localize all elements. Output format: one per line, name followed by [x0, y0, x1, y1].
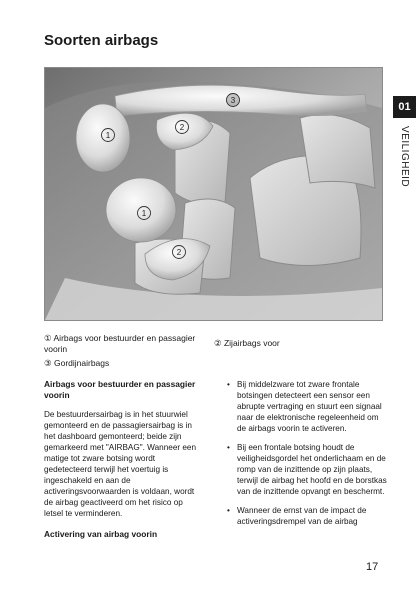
- legend-item-front-airbags: ① Airbags voor bestuurder en passagier voorin: [44, 333, 196, 354]
- section-tab: [393, 96, 416, 187]
- legend-item-curtain-airbags: ③ Gordijnairbags: [44, 358, 110, 368]
- left-column: [44, 379, 204, 540]
- section-label: VEILIGHEID: [399, 126, 410, 188]
- list-item: • Bij middelzware tot zware frontale botsingen detecteert een sensor een abrupte vertraging en stuurt een signaal naar de elektronische regeleenheid om de airbags voorin te activeren.: [227, 379, 387, 434]
- section-heading-front-airbags: Airbags voor bestuurder en passagier voorin: [44, 379, 196, 400]
- svg-text:2: 2: [179, 123, 185, 132]
- bullet-list: [227, 379, 387, 527]
- svg-text:1: 1: [105, 131, 111, 140]
- list-item: • Wanneer de ernst van de impact de activeringsdrempel van de airbag: [227, 505, 387, 527]
- list-item: • Bij een frontale botsing houdt de veiligheidsgordel het onderlichaam en de romp van de inzittende op zijn plaats, terwijl de airbag het hoofd en de borstkas van de inzittende opvangt en beschermt.: [227, 442, 387, 497]
- callout-3: [226, 93, 240, 107]
- svg-text:3: 3: [230, 96, 236, 105]
- airbag-illustration: [44, 67, 383, 321]
- svg-text:2: 2: [176, 248, 182, 257]
- page-title: Soorten airbags: [44, 32, 159, 49]
- paragraph-front-airbags: De bestuurdersairbag is in het stuurwiel gemonteerd en de passagiersairbag is in het dashboard gemonteerd; beide zijn gemarkeerd met "AIRBAG". Wanneer een matige tot zware botsing wordt gedetecteerd terwijl het voertuig is ingeschakeld en aan de activeringsvoorwaarden is voldaan, wordt de airbag geactiveerd om het risico op letsel te verminderen.: [44, 410, 197, 518]
- right-column: [227, 379, 387, 535]
- svg-text:1: 1: [141, 209, 147, 218]
- page-number: 17: [366, 561, 379, 573]
- section-number: 01: [393, 96, 416, 118]
- section-heading-activation: Activering van airbag voorin: [44, 529, 158, 539]
- legend-item-side-airbags: ② Zijairbags voor: [214, 338, 280, 348]
